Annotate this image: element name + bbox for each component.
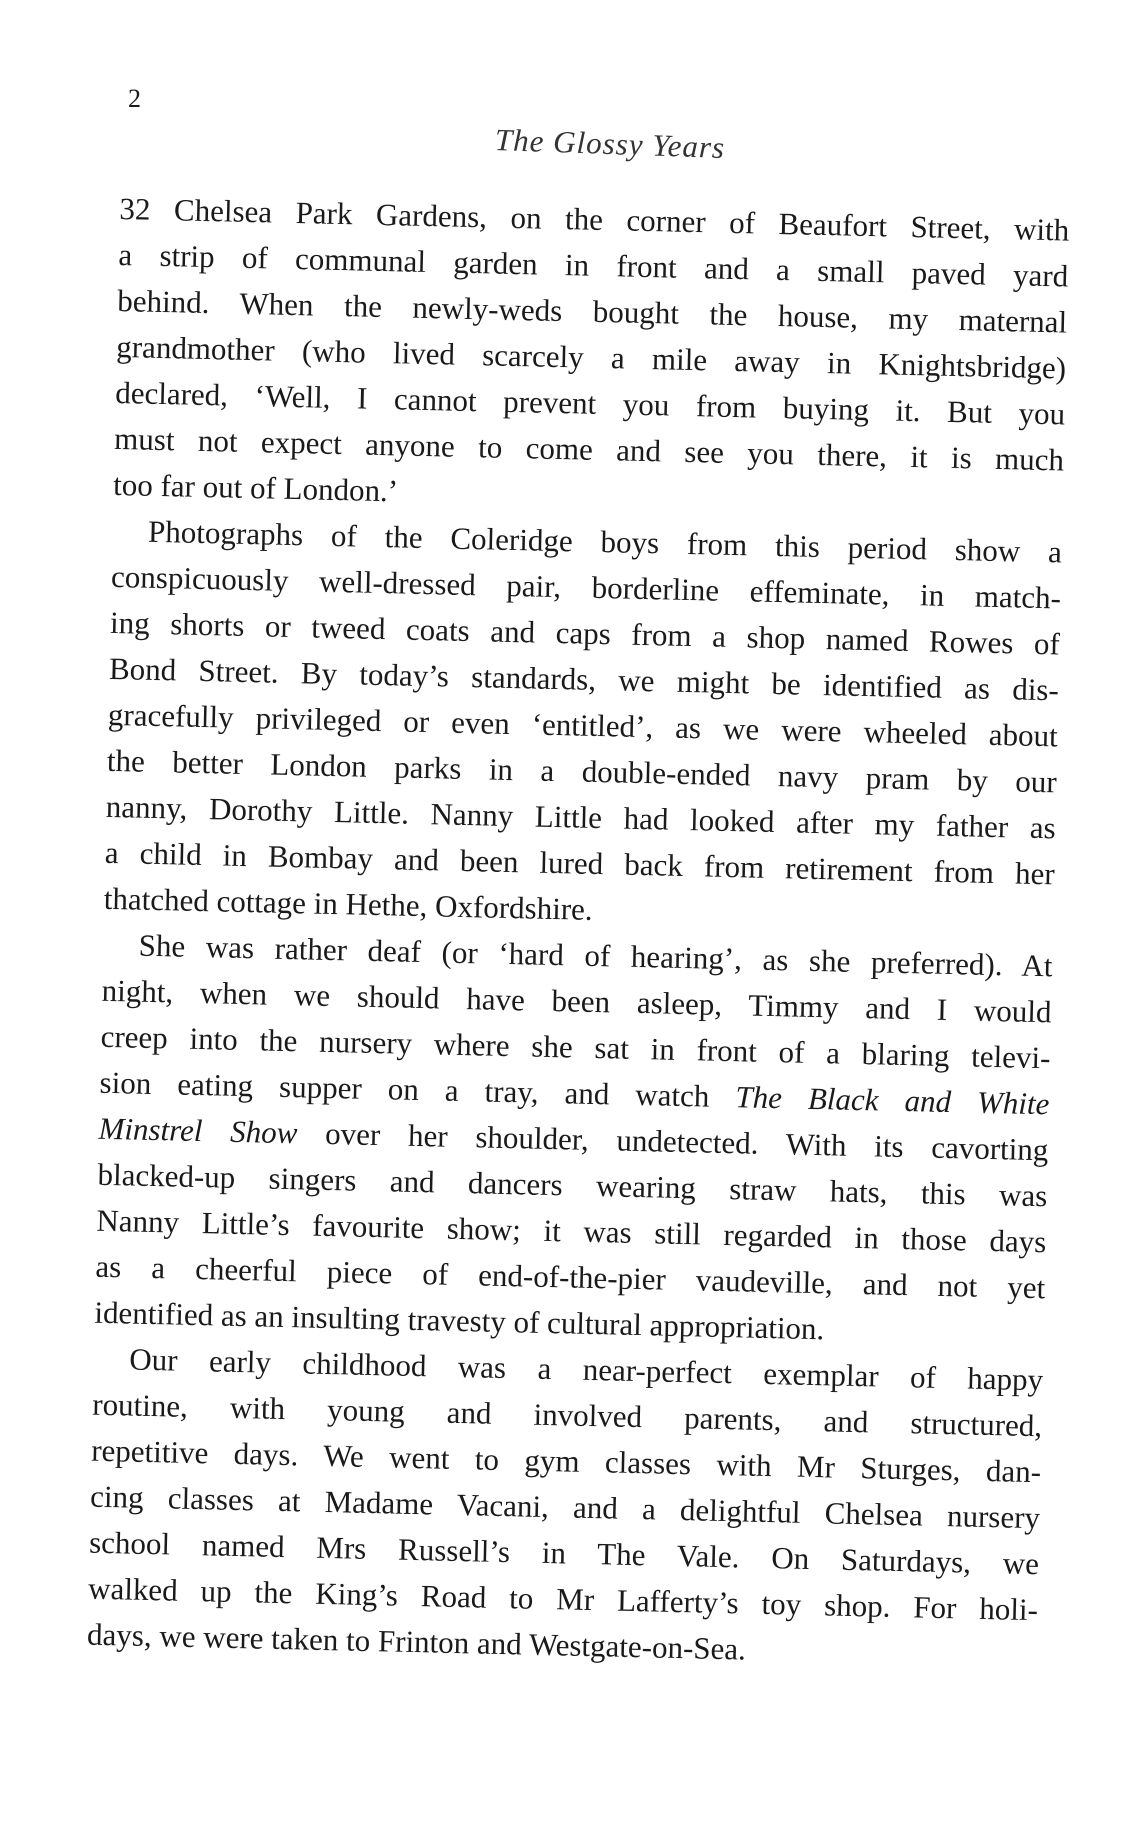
paragraph-1 — [113, 186, 1070, 529]
text-line: routine, with young and involved parents, and structured, — [91, 1386, 1043, 1444]
text-line: Nanny Little’s favourite show; it was still regarded in those days — [96, 1202, 1047, 1260]
text-line: a child in Bombay and been lured back from retirement from her — [104, 834, 1056, 892]
text-line: ing shorts or tweed coats and caps from a shop named Rowes of — [109, 604, 1061, 662]
text-line: too far out of London.’ — [112, 466, 399, 509]
text-line: gracefully privileged or even ‘entitled’, as we were wheeled about — [107, 696, 1059, 754]
text-line: 32 Chelsea Park Gardens, on the corner of Beaufort Street, with — [119, 190, 1070, 248]
text-line: cing classes at Madame Vacani, and a delightful Chelsea nursery — [89, 1478, 1041, 1536]
text-line: a strip of communal garden in front and a small paved yard — [118, 236, 1069, 294]
text-line: declared, ‘Well, I cannot prevent you from buying it. But you — [114, 374, 1066, 432]
text-line: the better London parks in a double-ended navy pram by our — [106, 742, 1058, 800]
text-line: Bond Street. By today’s standards, we might be identified as dis- — [108, 650, 1060, 708]
text-line: conspicuously well-dressed pair, borderline effeminate, in match- — [110, 558, 1062, 616]
text-line: school named Mrs Russell’s in The Vale. On Saturdays, we — [88, 1524, 1040, 1582]
text-line: nanny, Dorothy Little. Nanny Little had looked after my father as — [105, 788, 1057, 846]
text-line: walked up the King’s Road to Mr Lafferty’s toy shop. For holi- — [87, 1570, 1039, 1628]
text-line: Our early childhood was a near-perfect exemplar of happy — [128, 1341, 1044, 1398]
text-line: days, we were taken to Frinton and Westgate-on-Sea. — [86, 1616, 747, 1667]
text-line: must not expect anyone to come and see you there, it is much — [113, 420, 1065, 478]
text-line: creep into the nursery where she sat in front of a blaring televi- — [100, 1018, 1051, 1076]
show-title-italic: The Black and White — [735, 1079, 1050, 1122]
text-line: sion eating supper on a tray, and watch The Black and White — [99, 1064, 1050, 1122]
paragraph-2 — [103, 508, 1062, 943]
text-line: identified as an insulting travesty of cultural appropriation. — [94, 1294, 825, 1347]
text-line: Photographs of the Coleridge boys from this period show a — [147, 513, 1063, 570]
text-line: repetitive days. We went to gym classes with Mr Sturges, dan- — [90, 1432, 1042, 1490]
text-line: grandmother (who lived scarcely a mile away in Knightsbridge) — [115, 328, 1067, 386]
text-line: night, when we should have been asleep, Timmy and I would — [101, 972, 1052, 1030]
text-line: as a cheerful piece of end-of-the-pier vaudeville, and not yet — [95, 1248, 1046, 1306]
body-text — [87, 186, 1070, 1679]
text-line: blacked-up singers and dancers wearing straw hats, this was — [97, 1156, 1048, 1214]
paragraph-4 — [87, 1336, 1044, 1679]
text-line: thatched cottage in Hethe, Oxfordshire. — [103, 880, 594, 927]
show-title-italic: Minstrel Show — [98, 1110, 298, 1151]
running-head: The Glossy Years — [494, 122, 726, 166]
page-number: 2 — [128, 84, 141, 113]
text-line: behind. When the newly-weds bought the house, my maternal — [117, 282, 1068, 340]
paragraph-3 — [94, 922, 1053, 1357]
text-line: Minstrel Show over her shoulder, undetected. With its cavorting — [98, 1110, 1049, 1168]
text-line: She was rather deaf (or ‘hard of hearing’, as she preferred). At — [138, 927, 1053, 984]
